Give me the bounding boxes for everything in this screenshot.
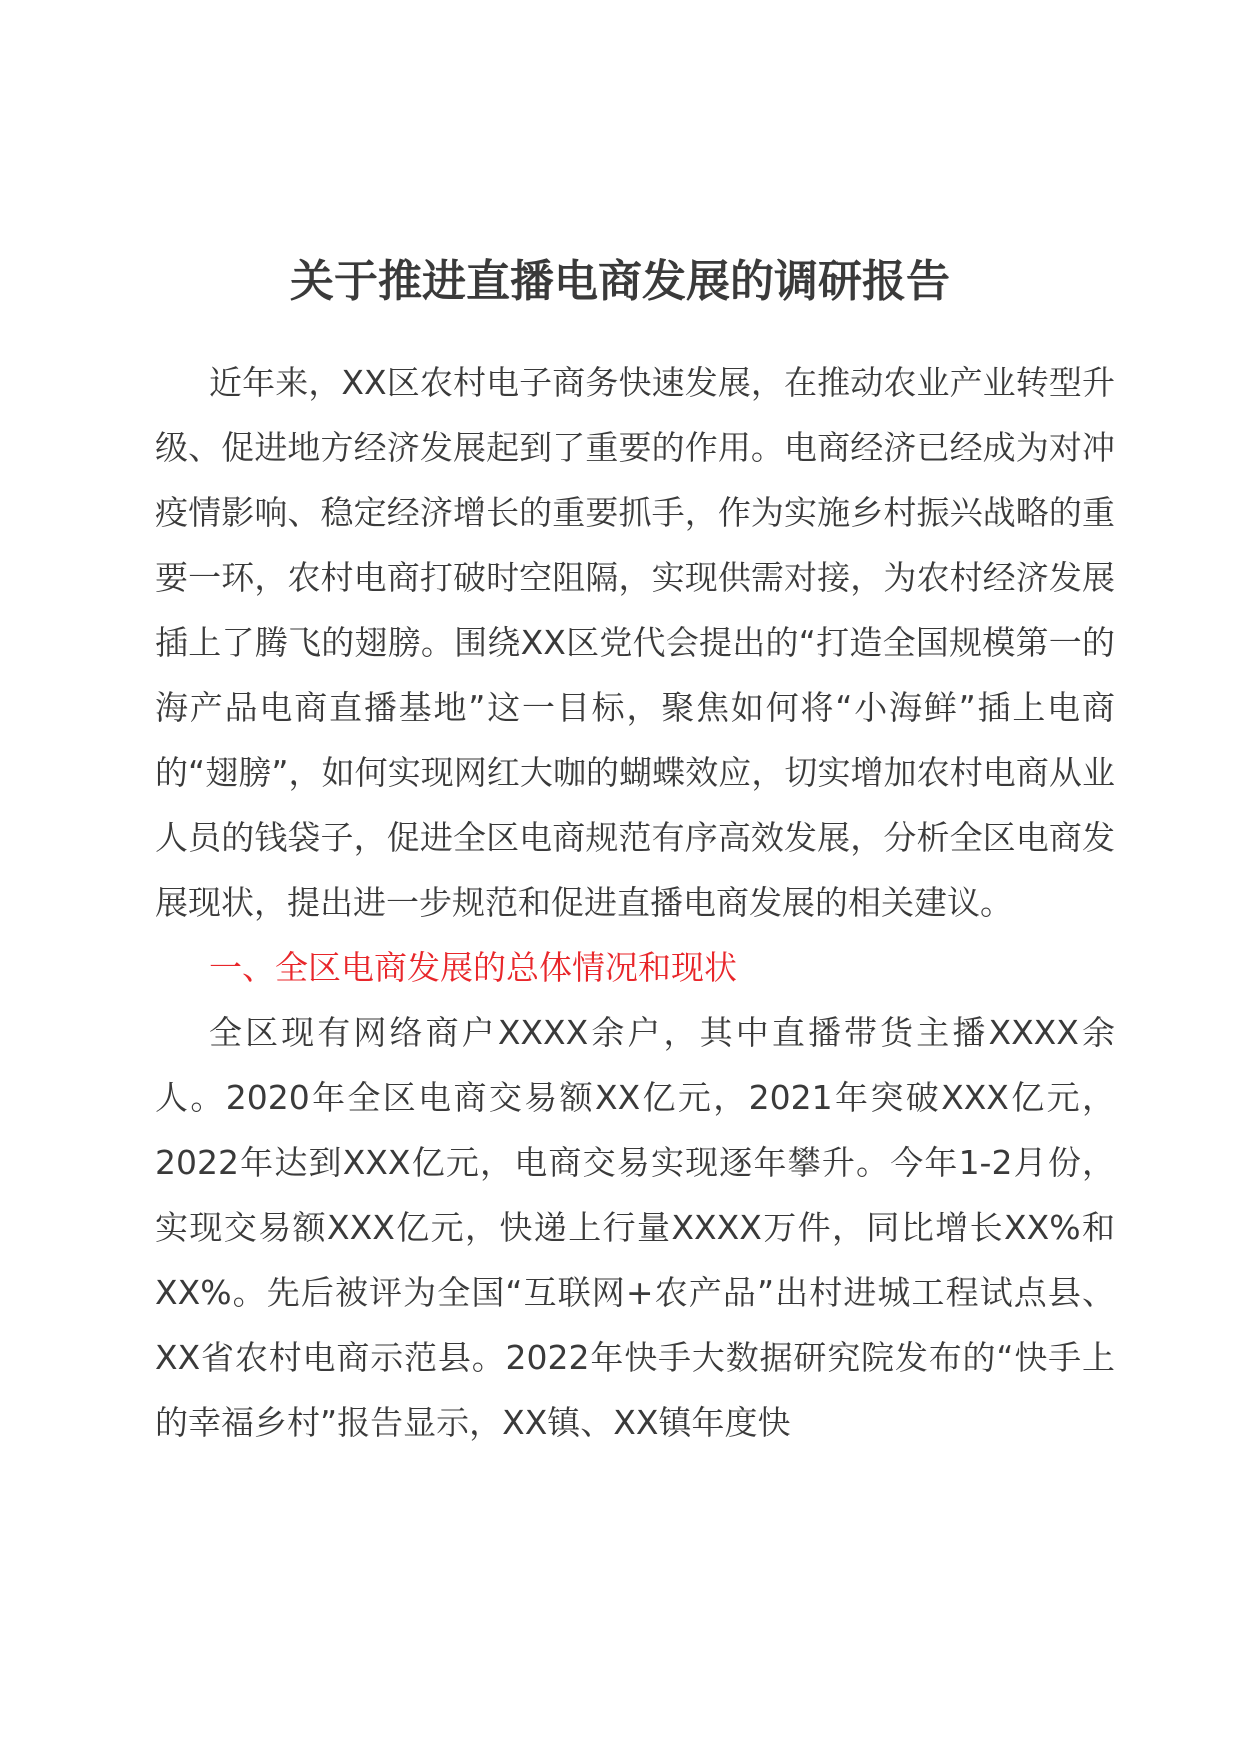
intro-paragraph: 近年来，XX区农村电子商务快速发展，在推动农业产业转型升级、促进地方经济发展起到了重要的作用。电商经济已经成为对冲疫情影响、稳定经济增长的重要抓手，作为实施乡村振兴战略的重要一环，农村电商打破时空阻隔，实现供需对接，为农村经济发展插上了腾飞的翅膀。围绕XX区党代会提出的“打造全国规模第一的海产品电商直播基地”这一目标，聚焦如何将“小海鲜”插上电商的“翅膀”，如何实现网红大咖的蝴蝶效应，切实增加农村电商从业人员的钱袋子，促进全区电商规范有序高效发展，分析全区电商发展现状，提出进一步规范和促进直播电商发展的相关建议。 bbox=[155, 363, 1115, 922]
section-heading: 一、全区电商发展的总体情况和现状 bbox=[209, 948, 737, 987]
document-body bbox=[155, 350, 1115, 1455]
body-paragraph: 全区现有网络商户XXXX余户，其中直播带货主播XXXX余人。2020年全区电商交易额XX亿元，2021年突破XXX亿元，2022年达到XXX亿元，电商交易实现逐年攀升。今年1-2月份，实现交易额XXX亿元，快递上行量XXXX万件，同比增长XX%和XX%。先后被评为全国“互联网+农产品”出村进城工程试点县、XX省农村电商示范县。2022年快手大数据研究院发布的“快手上的幸福乡村”报告显示，XX镇、XX镇年度快 bbox=[155, 1013, 1115, 1442]
document-title: 关于推进直播电商发展的调研报告 bbox=[290, 256, 950, 307]
